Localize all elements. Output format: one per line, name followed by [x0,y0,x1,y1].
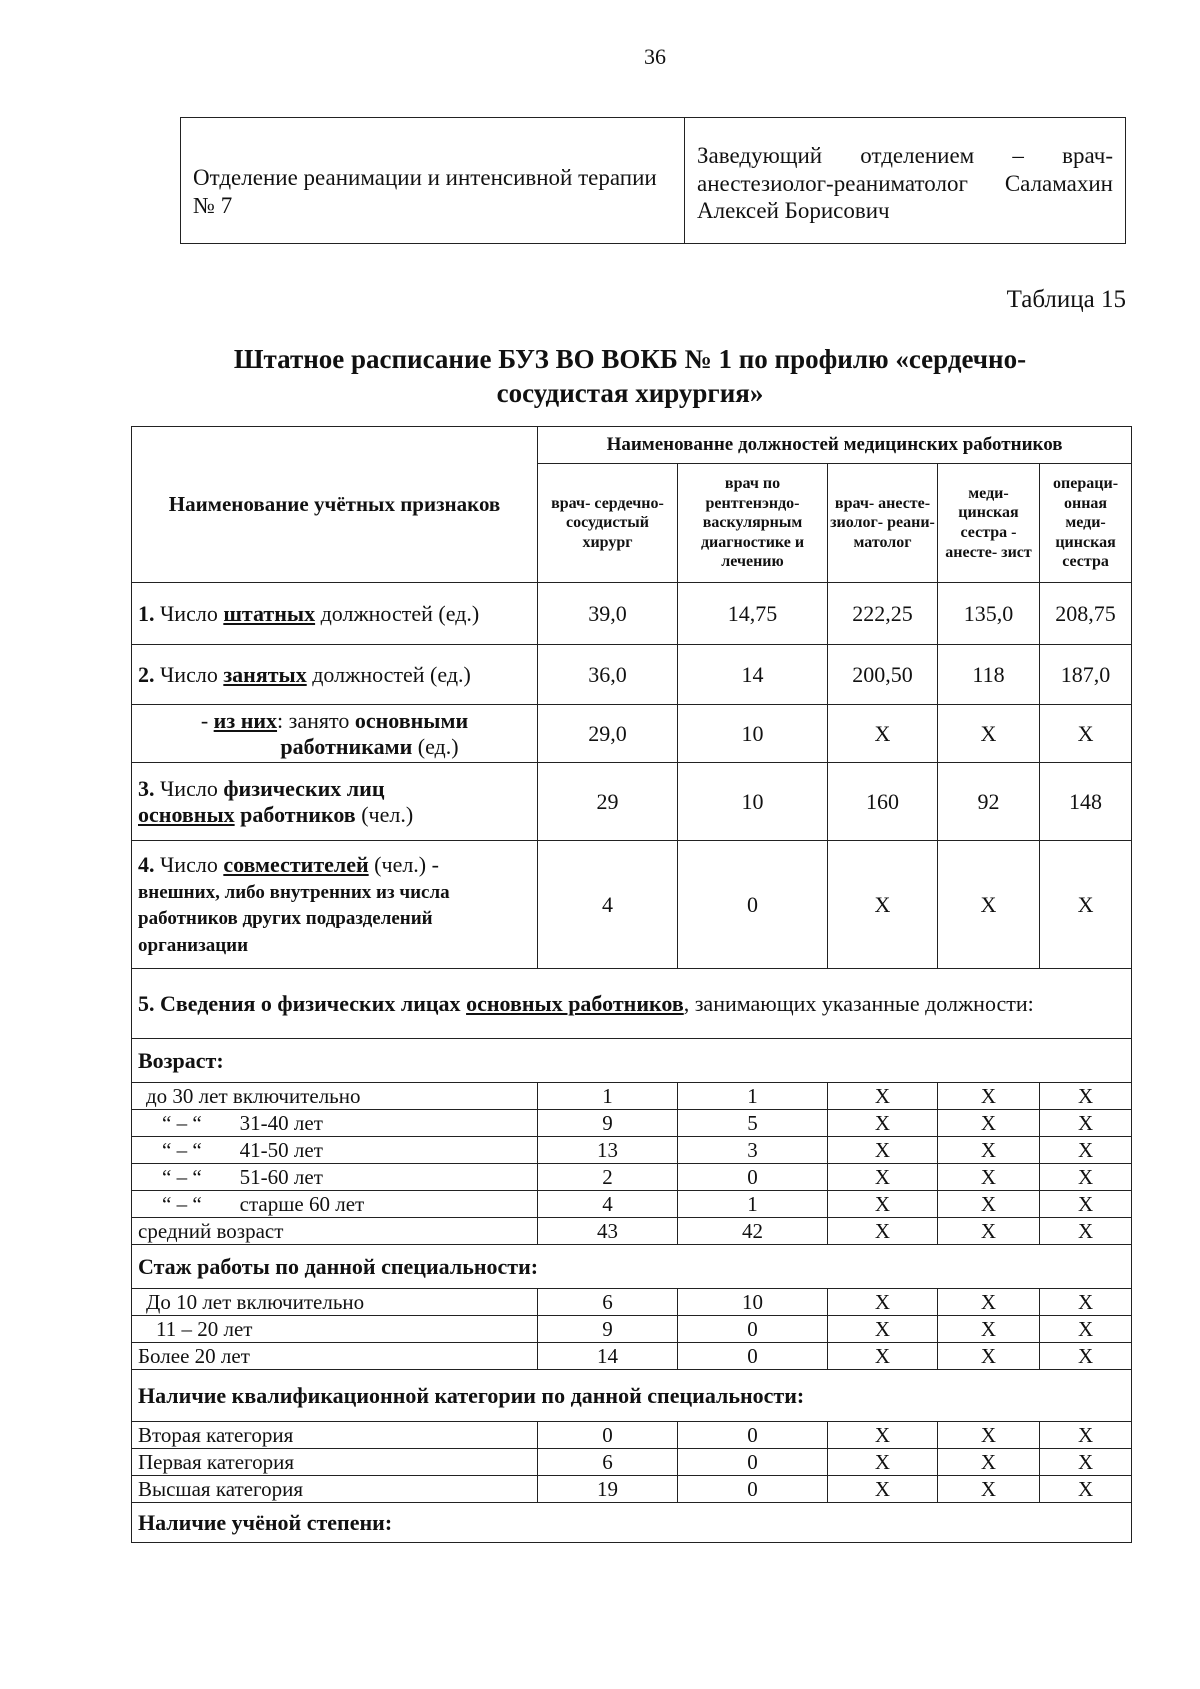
cell-value: X [938,1110,1040,1137]
cell-value: 222,25 [828,583,938,645]
cell-value: X [1040,1191,1132,1218]
cell-value: 1 [538,1083,678,1110]
metric-label: 2. Число занятых должностей (ед.) [132,645,538,705]
cell-value: 6 [538,1289,678,1316]
cell-value: X [828,1191,938,1218]
cell-value: X [938,841,1040,969]
cell-value: X [1040,705,1132,763]
row-label: Первая категория [132,1449,538,1476]
cell-value: 6 [538,1449,678,1476]
cell-value: 0 [538,1422,678,1449]
cell-value: X [1040,1083,1132,1110]
cell-value: 43 [538,1218,678,1245]
cell-value: X [938,1289,1040,1316]
header-group: Наименованне должностей медицинских работников [538,427,1132,464]
cell-value: X [938,1137,1040,1164]
age-row [132,1218,1132,1245]
cell-value: 135,0 [938,583,1040,645]
metric-row [132,705,1132,763]
age-row [132,1110,1132,1137]
age-row [132,1191,1132,1218]
metric-label: - из них: занято основными работниками (ед.) [132,705,538,763]
header-row-label: Наименование учётных признаков [132,427,538,583]
table-number: Таблица 15 [1006,286,1126,313]
cell-value: 1 [678,1083,828,1110]
row-label: Вторая категория [132,1422,538,1449]
department-head: Заведующий отделением – врач-анестезиолог-реаниматолог Саламахин Алексей Борисович [685,118,1126,244]
section-row [132,1039,1132,1083]
cell-value: X [1040,1449,1132,1476]
cell-value: X [828,1449,938,1476]
cell-value: X [1040,1476,1132,1503]
cell-value: 4 [538,1191,678,1218]
cell-value: X [828,1422,938,1449]
cell-value: 92 [938,763,1040,841]
cell-value: 0 [678,841,828,969]
experience-row [132,1289,1132,1316]
cell-value: 9 [538,1316,678,1343]
row-label: “ – “ 31-40 лет [132,1110,538,1137]
age-row [132,1164,1132,1191]
cell-value: 0 [678,1164,828,1191]
row-label: “ – “ 41-50 лет [132,1137,538,1164]
cell-value: X [828,1164,938,1191]
cell-value: 1 [678,1191,828,1218]
cell-value: X [828,1343,938,1370]
cell-value: 39,0 [538,583,678,645]
cell-value: 0 [678,1476,828,1503]
cell-value: 118 [938,645,1040,705]
experience-row [132,1343,1132,1370]
cell-value: X [1040,1218,1132,1245]
cell-value: 10 [678,763,828,841]
degree-heading: Наличие учёной степени: [132,1503,1132,1543]
metric-row [132,841,1132,969]
cell-value: X [828,1289,938,1316]
header-position: операци- онная меди- цинская сестра [1040,464,1132,583]
cell-value: X [938,1191,1040,1218]
section-row [132,1503,1132,1543]
header-position: врач- сердечно- сосудистый хирург [538,464,678,583]
row-label: “ – “ старше 60 лет [132,1191,538,1218]
age-row [132,1137,1132,1164]
cell-value: X [1040,1110,1132,1137]
cell-value: X [1040,1164,1132,1191]
row-label: Высшая категория [132,1476,538,1503]
age-row [132,1083,1132,1110]
cell-value: X [828,705,938,763]
metric-label: 3. Число физических лиц основных работников (чел.) [132,763,538,841]
metric-row [132,763,1132,841]
cell-value: 10 [678,705,828,763]
row-label: до 30 лет включительно [132,1083,538,1110]
qualification-row [132,1449,1132,1476]
cell-value: X [938,1316,1040,1343]
section-row [132,1245,1132,1289]
cell-value: 160 [828,763,938,841]
row-label: Более 20 лет [132,1343,538,1370]
experience-row [132,1316,1132,1343]
cell-value: 14 [538,1343,678,1370]
cell-value: X [1040,1289,1132,1316]
cell-value: 42 [678,1218,828,1245]
cell-value: X [828,841,938,969]
department-name: Отделение реанимации и интенсивной терапии № 7 [181,118,685,244]
cell-value: X [938,1083,1040,1110]
cell-value: X [938,705,1040,763]
cell-value: 14,75 [678,583,828,645]
cell-value: X [1040,1343,1132,1370]
cell-value: X [938,1422,1040,1449]
cell-value: X [938,1449,1040,1476]
cell-value: X [1040,1316,1132,1343]
cell-value: 4 [538,841,678,969]
header-position: врач по рентгенэндо- васкулярным диагностике и лечению [678,464,828,583]
cell-value: 36,0 [538,645,678,705]
header-position: меди- цинская сестра - анесте- зист [938,464,1040,583]
qualification-heading: Наличие квалификационной категории по данной специальности: [132,1370,1132,1422]
department-table [180,117,1126,244]
header-row-1 [132,427,1132,464]
cell-value: 29 [538,763,678,841]
cell-value: 200,50 [828,645,938,705]
cell-value: 2 [538,1164,678,1191]
age-heading: Возраст: [132,1039,1132,1083]
cell-value: X [828,1476,938,1503]
qualification-row [132,1476,1132,1503]
cell-value: X [828,1083,938,1110]
metric-row [132,583,1132,645]
cell-value: 148 [1040,763,1132,841]
cell-value: X [1040,1137,1132,1164]
cell-value: X [1040,841,1132,969]
cell-value: 13 [538,1137,678,1164]
table-title [130,342,1130,410]
cell-value: X [828,1218,938,1245]
row-label: До 10 лет включительно [132,1289,538,1316]
cell-value: 14 [678,645,828,705]
cell-value: 208,75 [1040,583,1132,645]
table-title-line-1: Штатное расписание БУЗ ВО ВОКБ № 1 по профилю «сердечно- [233,344,1027,374]
cell-value: X [828,1110,938,1137]
experience-heading: Стаж работы по данной специальности: [132,1245,1132,1289]
cell-value: X [1040,1422,1132,1449]
staffing-table [131,426,1132,1543]
cell-value: X [938,1343,1040,1370]
cell-value: X [938,1164,1040,1191]
cell-value: 19 [538,1476,678,1503]
section-5-heading: 5. Сведения о физических лицах основных работников, занимающих указанные должности: [132,969,1132,1039]
cell-value: X [938,1476,1040,1503]
cell-value: 5 [678,1110,828,1137]
cell-value: X [828,1316,938,1343]
cell-value: X [828,1137,938,1164]
row-label: средний возраст [132,1218,538,1245]
cell-value: 9 [538,1110,678,1137]
row-label: “ – “ 51-60 лет [132,1164,538,1191]
header-position: врач- анесте- зиолог- реани- матолог [828,464,938,583]
metric-row [132,645,1132,705]
metric-label: 4. Число совместителей (чел.) - внешних, либо внутренних из числа работников других подразделений организации [132,841,538,969]
cell-value: 0 [678,1343,828,1370]
qualification-row [132,1422,1132,1449]
cell-value: 0 [678,1449,828,1476]
table-title-line-2: сосудистая хирургия» [496,378,764,408]
cell-value: 10 [678,1289,828,1316]
section-row [132,969,1132,1039]
department-row [181,118,1126,244]
page-number: 36 [644,44,666,69]
cell-value: 29,0 [538,705,678,763]
cell-value: 0 [678,1316,828,1343]
section-row [132,1370,1132,1422]
cell-value: 187,0 [1040,645,1132,705]
cell-value: X [938,1218,1040,1245]
cell-value: 0 [678,1422,828,1449]
cell-value: 3 [678,1137,828,1164]
row-label: 11 – 20 лет [132,1316,538,1343]
metric-label: 1. Число штатных должностей (ед.) [132,583,538,645]
